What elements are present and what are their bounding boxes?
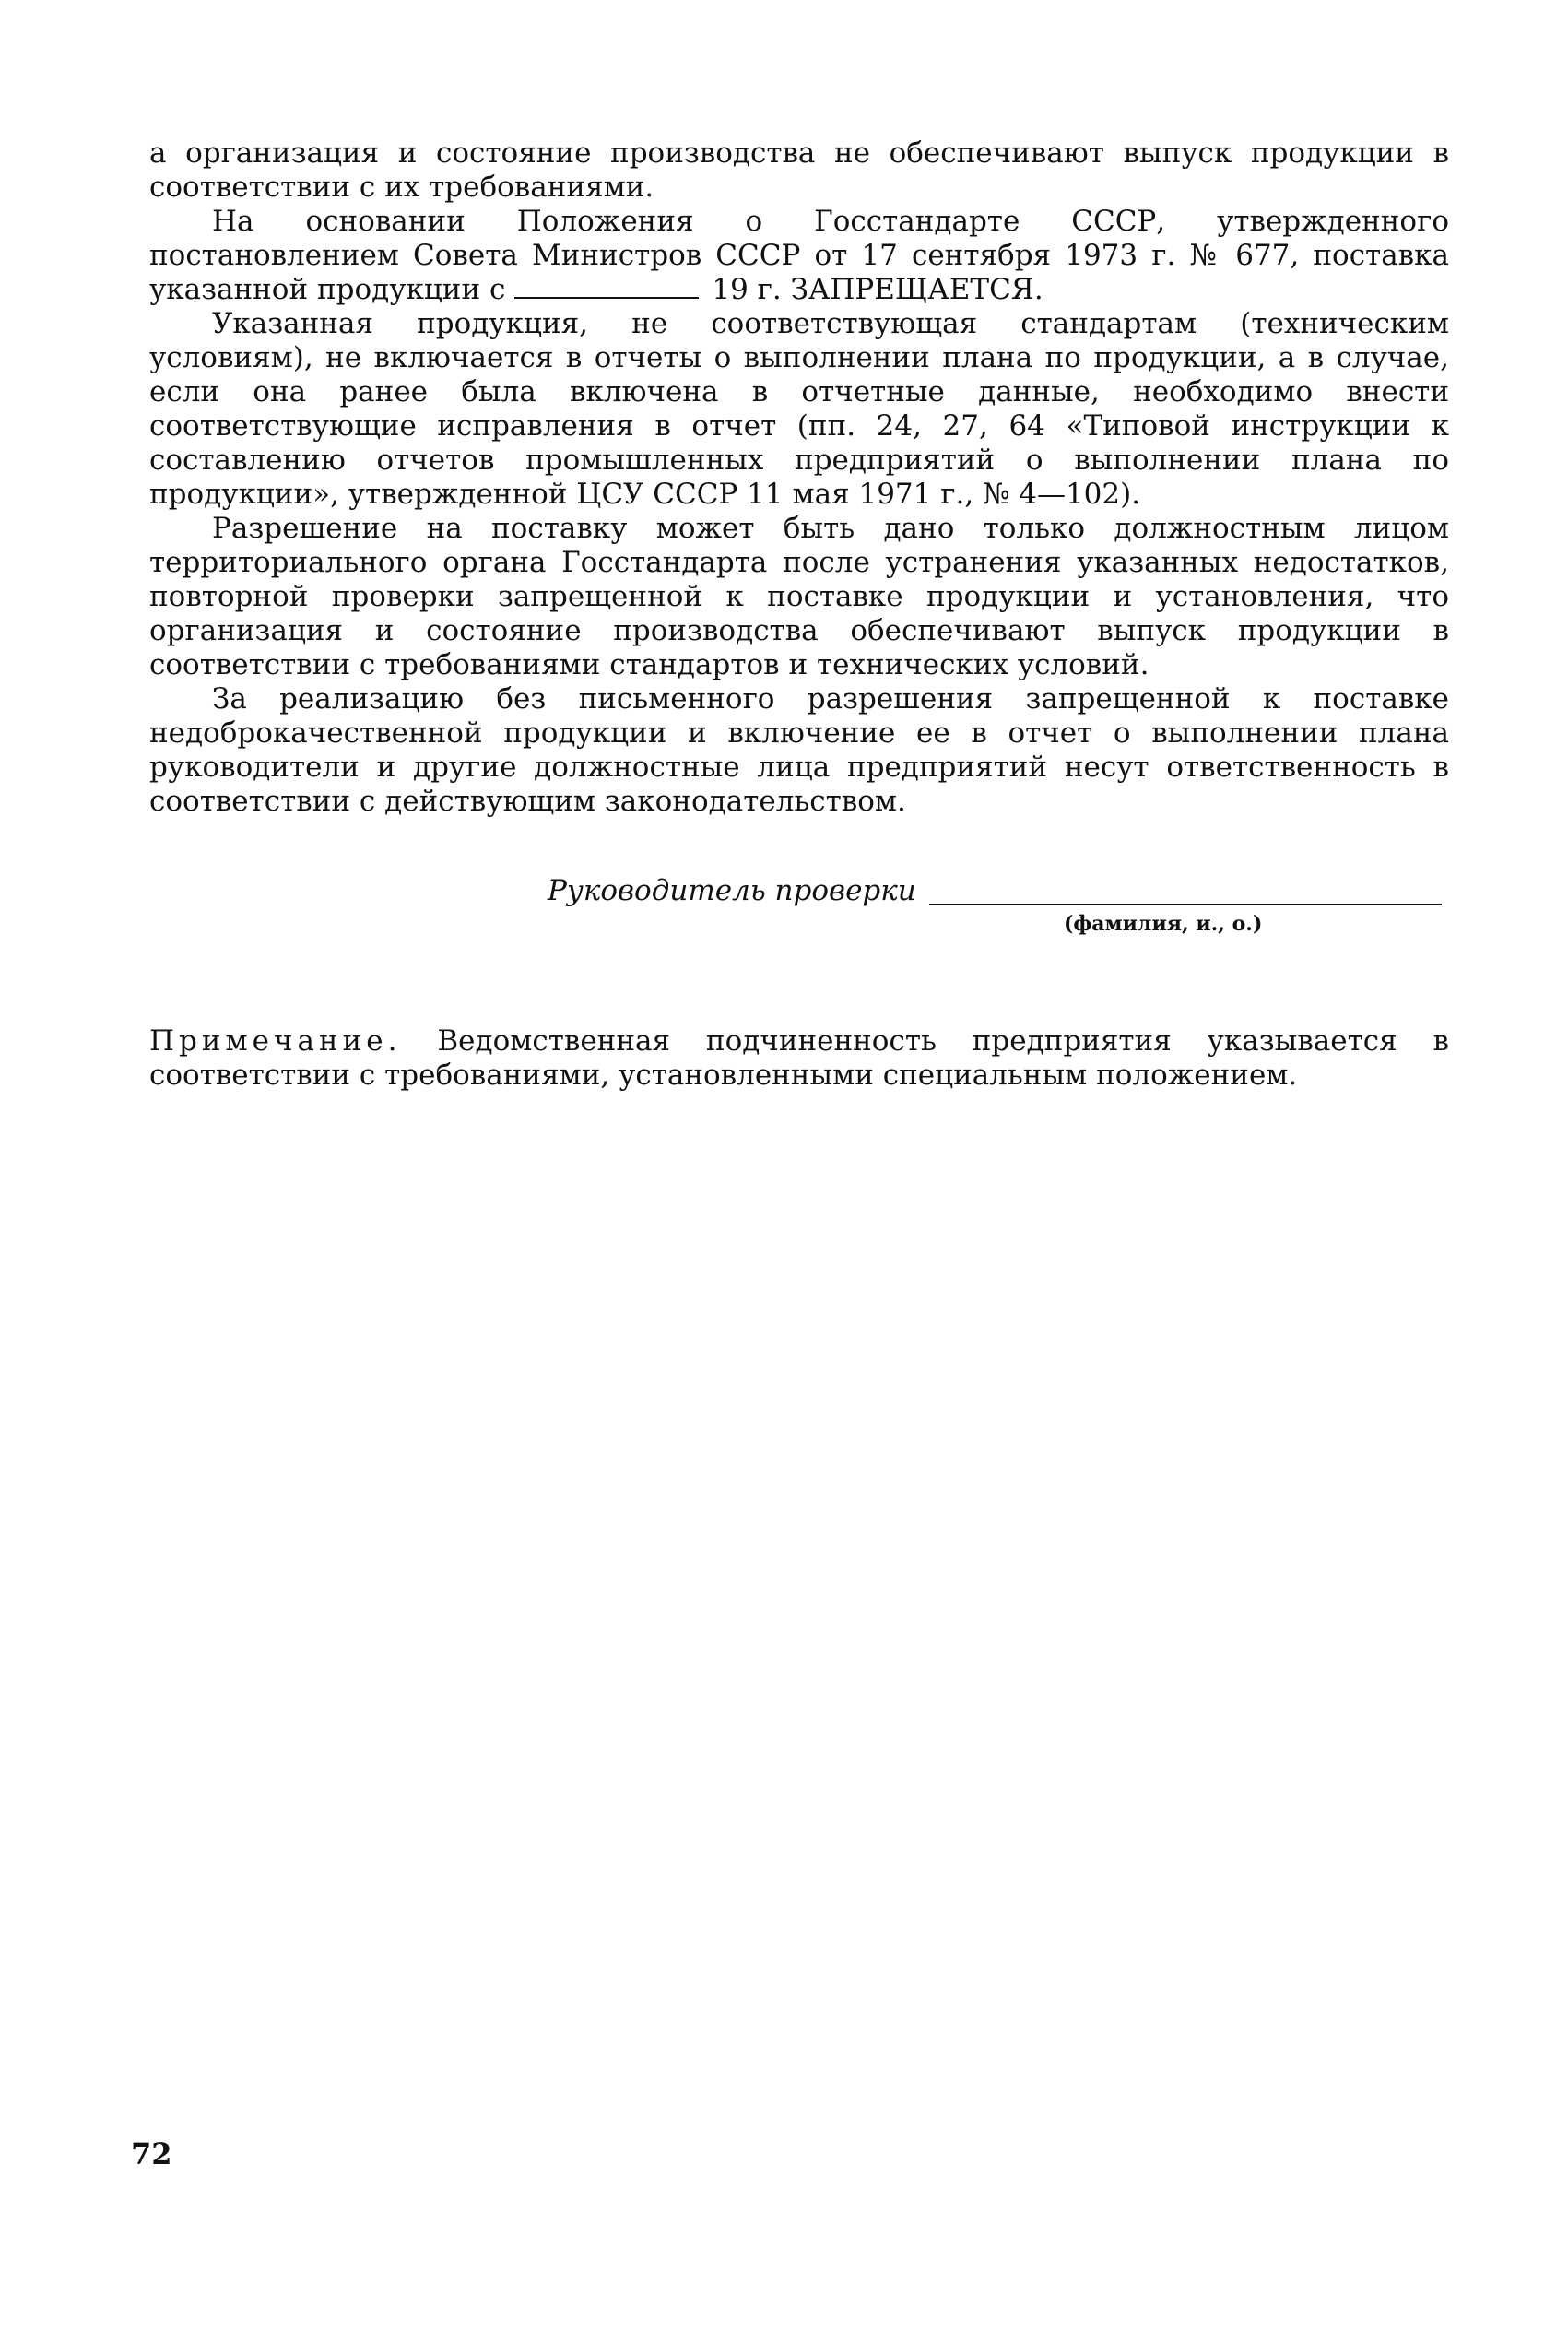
paragraph-prohibition — [149, 205, 1449, 307]
paragraph-continuation: а организация и состояние производства не обеспечивают выпуск продукции в соответствии с их требованиями. — [149, 136, 1449, 204]
prohibition-year-text: 19 г. ЗАПРЕЩАЕТСЯ. — [712, 273, 1043, 306]
signature-line — [929, 904, 1442, 905]
paragraph-reporting: Указанная продукция, не соответствующая стандартам (техническим условиям), не включается в отчеты о выполнении плана по продукции, а в случае, если она ранее была включена в отчетные данные, необходимо внести соответствующие исправления в отчет (пп. 24, 27, 64 «Типовой инструкции к составлению отчетов промышленных предприятий о выполнении плана по продукции», утвержденной ЦСУ СССР 11 мая 1971 г., № 4—102). — [149, 307, 1449, 511]
note-text: Ведомственная подчиненность предприятия указывается в соответствии с требованиями, установленными специальным положением. — [149, 1024, 1449, 1092]
body-text — [149, 136, 1449, 819]
signature-block — [548, 874, 1451, 939]
footnote — [149, 1024, 1449, 1093]
signature-caption: (фамилия, и., о.) — [1064, 912, 1263, 936]
signature-label: Руководитель проверки — [548, 874, 916, 907]
note-label: Примечание. — [149, 1024, 402, 1058]
date-blank-field — [514, 275, 699, 299]
page-number: 72 — [131, 2136, 172, 2171]
paragraph-responsibility: За реализацию без письменного разрешения запрещенной к поставке недоброкачественной продукции и включение ее в отчет о выполнении плана руководители и другие должностные лица предприятий несут ответственность в соответствии с действующим законодательством. — [149, 682, 1449, 818]
prohibition-text: На основании Положения о Госстандарте СССР, утвержденного постановлением Совета Министров СССР от 17 сентября 1973 г. № 677, поставка указанной продукции с — [149, 205, 1449, 306]
paragraph-permission: Разрешение на поставку может быть дано только должностным лицом территориального органа Госстандарта после устранения указанных недостатков, повторной проверки запрещенной к поставке продукции и установления, что организация и состояние производства обеспечивают выпуск продукции в соответствии с требованиями стандартов и технических условий. — [149, 512, 1449, 681]
